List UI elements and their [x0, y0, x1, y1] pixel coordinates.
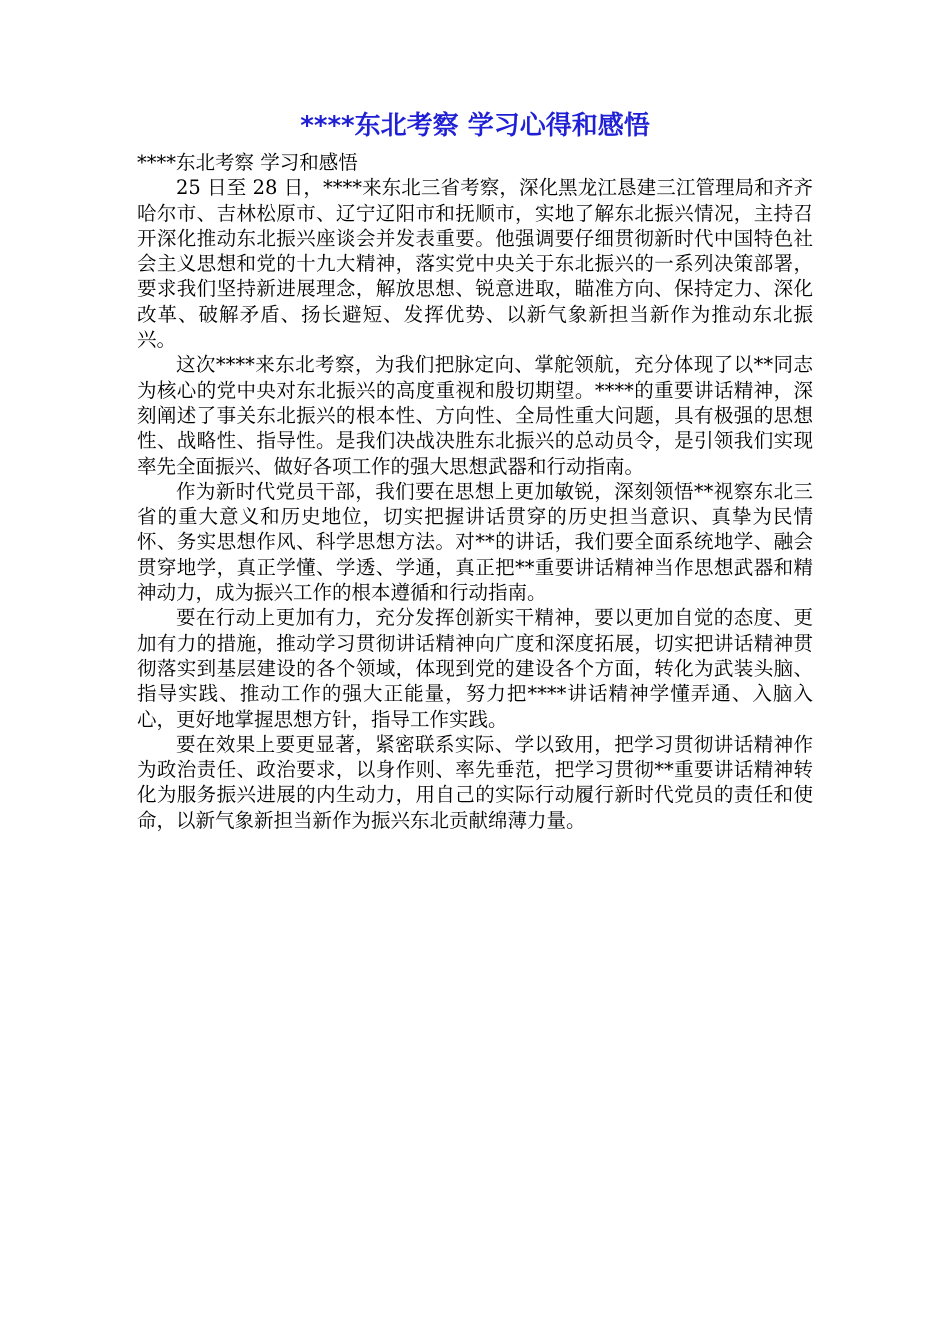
document-subheading: ****东北考察 学习和感悟	[137, 151, 358, 174]
paragraph-1: 25 日至 28 日，****来东北三省考察，深化黑龙江恳建三江管理局和齐齐哈尔市、吉林松原市、辽宁辽阳市和抚顺市，实地了解东北振兴情况，主持召开深化推动东北振兴座谈会并发表重要。他强调要仔细贯彻新时代中国特色社会主义思想和党的十九大精神，落实党中央关于东北振兴的一系列决策部署，要求我们坚持新进展理念，解放思想、锐意进取，瞄准方向、保持定力、深化改革、破解矛盾、扬长避短、发挥优势、以新气象新担当新作为推动东北振兴。	[137, 176, 813, 352]
paragraph-2: 这次****来东北考察，为我们把脉定向、掌舵领航，充分体现了以**同志为核心的党中央对东北振兴的高度重视和殷切期望。****的重要讲话精神，深刻阐述了事关东北振兴的根本性、方向性、全局性重大问题，具有极强的思想性、战略性、指导性。是我们决战决胜东北振兴的总动员令，是引领我们实现率先全面振兴、做好各项工作的强大思想武器和行动指南。	[137, 353, 813, 478]
paragraph-4: 要在行动上更加有力，充分发挥创新实干精神，要以更加自觉的态度、更加有力的措施，推动学习贯彻讲话精神向广度和深度拓展，切实把讲话精神贯彻落实到基层建设的各个领域，体现到党的建设各个方面，转化为武装头脑、指导实践、推动工作的强大正能量，努力把****讲话精神学懂弄通、入脑入心，更好地掌握思想方针，指导工作实践。	[137, 606, 813, 731]
paragraph-5: 要在效果上要更显著，紧密联系实际、学以致用，把学习贯彻讲话精神作为政治责任、政治要求，以身作则、率先垂范，把学习贯彻**重要讲话精神转化为服务振兴进展的内生动力，用自己的实际行动履行新时代党员的责任和使命，以新气象新担当新作为振兴东北贡献绵薄力量。	[137, 732, 813, 832]
document-title: ****东北考察 学习心得和感悟	[300, 111, 650, 141]
document-body	[137, 150, 813, 833]
paragraph-3: 作为新时代党员干部，我们要在思想上更加敏锐，深刻领悟**视察东北三省的重大意义和历史地位，切实把握讲话贯穿的历史担当意识、真挚为民情怀、务实思想作风、科学思想方法。对**的讲话，我们要全面系统地学、融会贯穿地学，真正学懂、学透、学通，真正把**重要讲话精神当作思想武器和精神动力，成为振兴工作的根本遵循和行动指南。	[137, 479, 813, 605]
